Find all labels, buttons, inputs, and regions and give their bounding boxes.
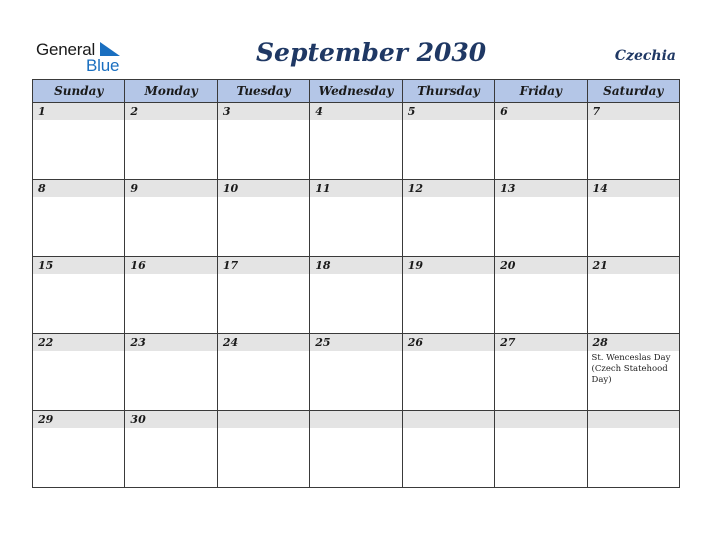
day-cell [217,180,309,257]
day-cell [402,411,494,488]
day-number: 29 [33,411,124,428]
weekday-header-row [33,80,680,103]
day-cell [33,180,125,257]
holiday-label [403,274,494,276]
day-cell [402,180,494,257]
day-cell [217,334,309,411]
day-cell [402,103,494,180]
day-cell [125,257,217,334]
generalblue-logo [36,38,136,74]
holiday-label [218,274,309,276]
day-cell [495,103,587,180]
day-number [495,411,586,428]
day-number: 20 [495,257,586,274]
week-row [33,411,680,488]
day-number: 15 [33,257,124,274]
holiday-label [125,428,216,430]
day-cell [402,334,494,411]
day-cell [310,411,402,488]
holiday-label [495,428,586,430]
day-number: 23 [125,334,216,351]
holiday-label [403,351,494,353]
holiday-label [588,197,679,199]
page-title: September 2030 [256,38,487,67]
holiday-label [310,351,401,353]
day-cell [495,334,587,411]
weekday-header: Wednesday [310,80,402,103]
day-cell [495,257,587,334]
day-number: 8 [33,180,124,197]
day-cell [310,103,402,180]
day-number: 27 [495,334,586,351]
holiday-label [33,351,124,353]
day-number: 12 [403,180,494,197]
day-cell [217,411,309,488]
week-row [33,180,680,257]
holiday-label [588,274,679,276]
day-number [218,411,309,428]
day-number: 19 [403,257,494,274]
day-number: 17 [218,257,309,274]
day-cell [587,103,679,180]
day-number: 14 [588,180,679,197]
weekday-header: Monday [125,80,217,103]
weekday-header: Tuesday [217,80,309,103]
country-label: Czechia [614,48,676,64]
calendar-grid [32,79,680,488]
holiday-label [33,197,124,199]
holiday-label [495,351,586,353]
day-number: 10 [218,180,309,197]
day-number: 2 [125,103,216,120]
day-cell [310,257,402,334]
day-number: 18 [310,257,401,274]
day-number: 24 [218,334,309,351]
day-cell [33,411,125,488]
holiday-label [403,120,494,122]
day-cell [217,103,309,180]
week-row [33,334,680,411]
holiday-label [310,428,401,430]
weekday-header: Saturday [587,80,679,103]
holiday-label [495,197,586,199]
day-cell [125,180,217,257]
day-number [588,411,679,428]
day-number: 6 [495,103,586,120]
day-number: 25 [310,334,401,351]
day-number: 4 [310,103,401,120]
holiday-label [403,428,494,430]
day-cell [125,103,217,180]
day-number: 5 [403,103,494,120]
day-number: 3 [218,103,309,120]
weekday-header: Friday [495,80,587,103]
day-number: 7 [588,103,679,120]
holiday-label [33,120,124,122]
day-number: 13 [495,180,586,197]
holiday-label [33,274,124,276]
holiday-label [125,120,216,122]
holiday-label [403,197,494,199]
day-number: 1 [33,103,124,120]
day-cell [587,334,679,411]
holiday-label [588,120,679,122]
holiday-label [218,351,309,353]
day-cell [33,257,125,334]
week-row [33,257,680,334]
weekday-header: Sunday [33,80,125,103]
holiday-label [125,274,216,276]
day-cell [33,334,125,411]
holiday-label [218,120,309,122]
day-cell [495,180,587,257]
holiday-label [310,197,401,199]
day-cell [125,411,217,488]
day-cell [587,257,679,334]
logo-text-general: General [36,40,96,59]
holiday-label [125,197,216,199]
holiday-label: St. Wenceslas Day (Czech Statehood Day) [591,353,671,385]
day-cell [495,411,587,488]
holiday-label [125,351,216,353]
day-cell [310,334,402,411]
holiday-label [310,120,401,122]
day-number: 26 [403,334,494,351]
day-number: 30 [125,411,216,428]
day-cell [125,334,217,411]
day-number: 16 [125,257,216,274]
day-cell [587,411,679,488]
day-cell [310,180,402,257]
holiday-label [218,197,309,199]
holiday-label [495,120,586,122]
holiday-label [588,428,679,430]
logo-text-blue: Blue [86,56,120,75]
day-number: 22 [33,334,124,351]
day-number: 11 [310,180,401,197]
day-number [403,411,494,428]
holiday-label [495,274,586,276]
day-number: 28 [588,334,679,351]
day-number: 9 [125,180,216,197]
holiday-label [33,428,124,430]
logo-triangle-icon [100,42,120,56]
day-number: 21 [588,257,679,274]
day-cell [217,257,309,334]
week-row [33,103,680,180]
day-cell [587,180,679,257]
day-cell [402,257,494,334]
holiday-label [218,428,309,430]
weekday-header: Thursday [402,80,494,103]
day-cell [33,103,125,180]
holiday-label [310,274,401,276]
day-number [310,411,401,428]
